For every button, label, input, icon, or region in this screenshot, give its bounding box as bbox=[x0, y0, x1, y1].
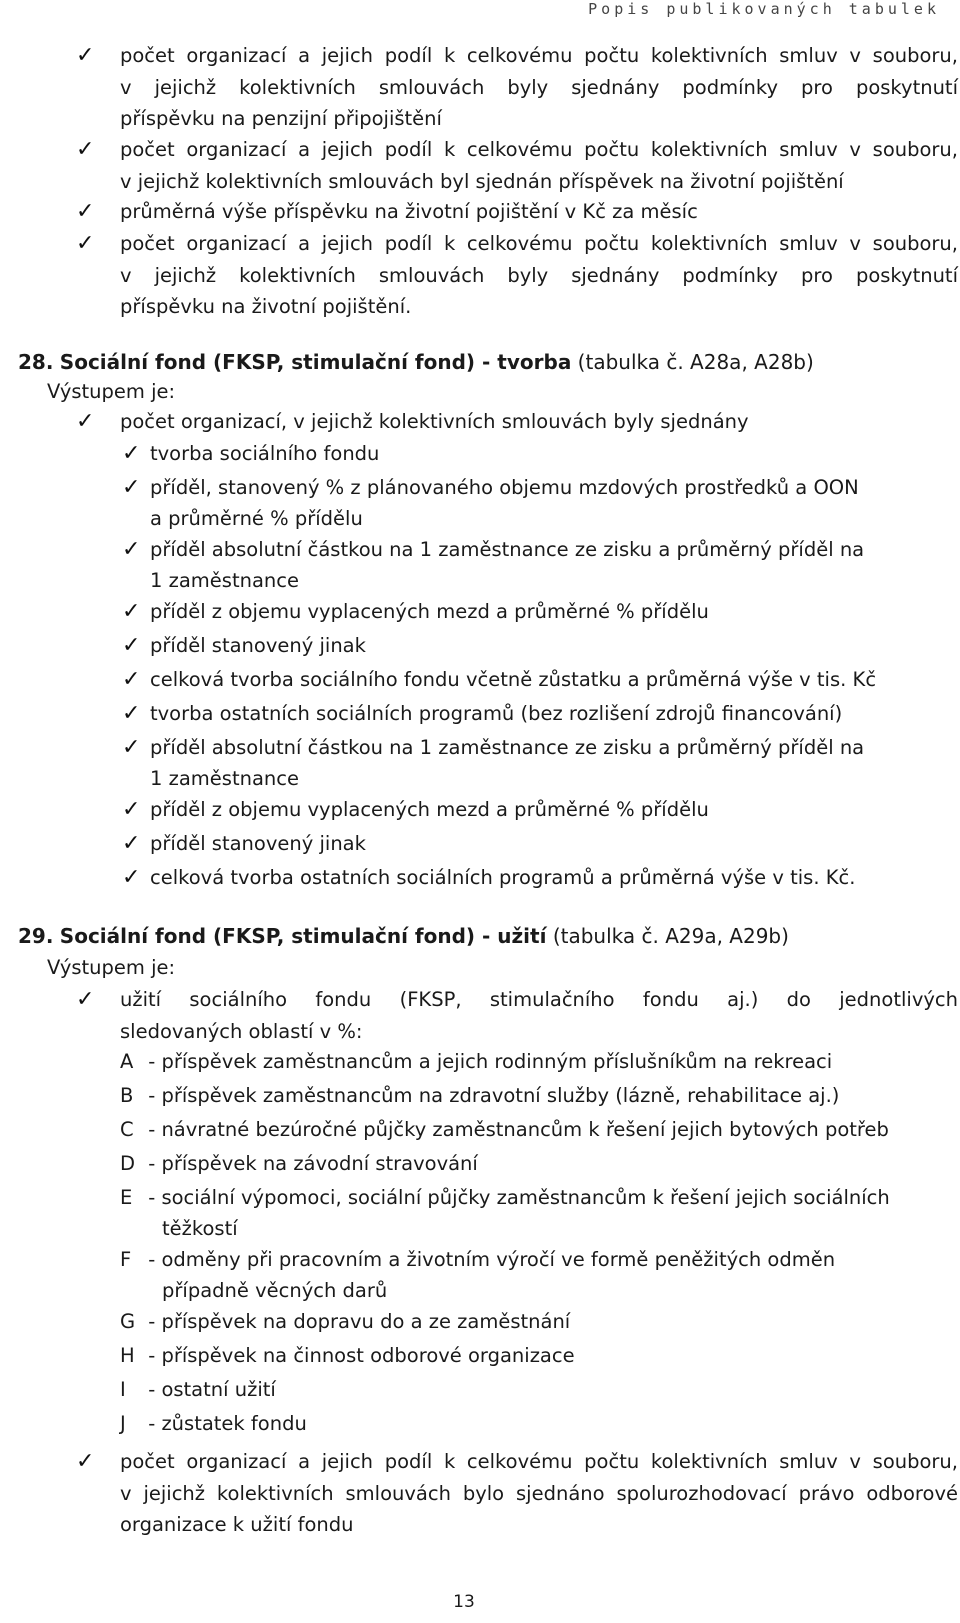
sub-item bbox=[150, 698, 950, 729]
usage-item-h bbox=[120, 1340, 940, 1371]
usage-item-g bbox=[120, 1306, 940, 1337]
sub-item bbox=[150, 828, 950, 859]
text-line: příděl absolutní částkou na 1 zaměstnance ze zisku a průměrný příděl na bbox=[150, 736, 865, 759]
item-text: - návratné bezúročné půjčky zaměstnancům k řešení jejich bytových potřeb bbox=[148, 1118, 889, 1141]
check-icon: ✓ bbox=[76, 231, 95, 256]
text-line: příspěvku na životní pojištění. bbox=[120, 295, 412, 318]
text-line: průměrná výše příspěvku na životní pojištění v Kč za měsíc bbox=[120, 200, 698, 223]
item-letter: I bbox=[120, 1378, 126, 1401]
text-line: sledovaných oblastí v %: bbox=[120, 1019, 363, 1043]
item-text: - příspěvek zaměstnancům na zdravotní služby (lázně, rehabilitace aj.) bbox=[148, 1084, 840, 1107]
sub-item bbox=[150, 794, 950, 825]
usage-item-j bbox=[120, 1408, 940, 1439]
section-28-main-item: počet organizací, v jejichž kolektivních smlouvách byly sjednány bbox=[120, 410, 749, 433]
text-line: užití sociálního fondu (FKSP, stimulačního fondu aj.) do jednotlivých bbox=[120, 988, 958, 1011]
section-28-heading bbox=[18, 346, 814, 378]
item-text: - odměny při pracovním a životním výročí ve formě peněžitých odměn bbox=[148, 1248, 836, 1271]
page-number: 13 bbox=[453, 1592, 475, 1612]
item-text: - příspěvek zaměstnancům a jejich rodinným příslušníkům na rekreaci bbox=[148, 1050, 833, 1073]
item-text: - příspěvek na činnost odborové organizace bbox=[148, 1344, 575, 1367]
section-title: Sociální fond (FKSP, stimulační fond) - užití bbox=[59, 924, 547, 948]
section-number: 28. bbox=[18, 350, 54, 374]
item-letter: F bbox=[120, 1248, 132, 1271]
usage-item-i bbox=[120, 1374, 940, 1405]
usage-item-b bbox=[120, 1080, 940, 1111]
text-line: 1 zaměstnance bbox=[150, 569, 299, 592]
check-icon: ✓ bbox=[122, 441, 141, 466]
item-text-continued: těžkostí bbox=[162, 1217, 238, 1240]
sub-item bbox=[150, 534, 950, 596]
check-icon: ✓ bbox=[122, 537, 141, 562]
sub-item bbox=[150, 664, 950, 695]
section-number: 29. bbox=[18, 924, 54, 948]
usage-item-c bbox=[120, 1114, 940, 1145]
check-icon: ✓ bbox=[76, 987, 95, 1012]
text-line: v jejichž kolektivních smlouvách byly sjednány podmínky pro poskytnutí bbox=[120, 263, 958, 287]
text-line: příděl z objemu vyplacených mezd a průměrné % přídělu bbox=[150, 600, 709, 623]
text-line: příděl absolutní částkou na 1 zaměstnance ze zisku a průměrný příděl na bbox=[150, 538, 865, 561]
section-29-final-item bbox=[120, 1446, 958, 1541]
output-label: Výstupem je: bbox=[47, 380, 176, 403]
item-letter: A bbox=[120, 1050, 134, 1073]
text-line: a průměrné % přídělu bbox=[150, 507, 363, 530]
text-line: počet organizací a jejich podíl k celkovému počtu kolektivních smluv v souboru, bbox=[120, 232, 958, 255]
output-label: Výstupem je: bbox=[47, 956, 176, 979]
check-icon: ✓ bbox=[122, 865, 141, 890]
check-icon: ✓ bbox=[122, 599, 141, 624]
item-letter: B bbox=[120, 1084, 134, 1107]
item-text: - příspěvek na dopravu do a ze zaměstnání bbox=[148, 1310, 571, 1333]
sub-item bbox=[150, 862, 950, 893]
intro-item-4 bbox=[120, 228, 958, 323]
usage-item-d bbox=[120, 1148, 940, 1179]
check-icon: ✓ bbox=[122, 633, 141, 658]
check-icon: ✓ bbox=[76, 1449, 95, 1474]
check-icon: ✓ bbox=[122, 475, 141, 500]
text-line: počet organizací a jejich podíl k celkovému počtu kolektivních smluv v souboru, bbox=[120, 1450, 958, 1473]
text-line: tvorba sociálního fondu bbox=[150, 442, 380, 465]
check-icon: ✓ bbox=[76, 137, 95, 162]
text-line: příděl stanovený jinak bbox=[150, 634, 366, 657]
check-icon: ✓ bbox=[122, 667, 141, 692]
table-reference: (tabulka č. A28a, A28b) bbox=[577, 350, 814, 374]
text-line: příděl stanovený jinak bbox=[150, 832, 366, 855]
sub-item bbox=[150, 596, 950, 627]
check-icon: ✓ bbox=[122, 735, 141, 760]
item-letter: E bbox=[120, 1186, 133, 1209]
item-letter: D bbox=[120, 1152, 136, 1175]
running-header: Popis publikovaných tabulek bbox=[588, 0, 940, 18]
item-text: - sociální výpomoci, sociální půjčky zaměstnancům k řešení jejich sociálních bbox=[148, 1186, 890, 1209]
text-line: počet organizací a jejich podíl k celkovému počtu kolektivních smluv v souboru, bbox=[120, 44, 958, 67]
item-letter: H bbox=[120, 1344, 135, 1367]
item-letter: G bbox=[120, 1310, 136, 1333]
item-text: - příspěvek na závodní stravování bbox=[148, 1152, 478, 1175]
intro-item-3 bbox=[120, 196, 958, 228]
item-text-continued: případně věcných darů bbox=[162, 1279, 388, 1302]
item-text: - ostatní užití bbox=[148, 1378, 276, 1401]
text-line: v jejichž kolektivních smlouvách byl sjednán příspěvek na životní pojištění bbox=[120, 169, 844, 193]
item-letter: C bbox=[120, 1118, 134, 1141]
section-29-heading bbox=[18, 920, 789, 952]
check-icon: ✓ bbox=[76, 43, 95, 68]
check-icon: ✓ bbox=[122, 831, 141, 856]
intro-item-1 bbox=[120, 40, 958, 135]
text-line: v jejichž kolektivních smlouvách bylo sjednáno spolurozhodovací právo odborové bbox=[120, 1481, 958, 1505]
item-text: - zůstatek fondu bbox=[148, 1412, 307, 1435]
check-icon: ✓ bbox=[76, 409, 95, 434]
item-letter: J bbox=[120, 1412, 126, 1435]
sub-item bbox=[150, 630, 950, 661]
text-line: celková tvorba ostatních sociálních programů a průměrná výše v tis. Kč. bbox=[150, 866, 856, 889]
check-icon: ✓ bbox=[76, 199, 95, 224]
table-reference: (tabulka č. A29a, A29b) bbox=[552, 924, 789, 948]
usage-item-e bbox=[120, 1182, 940, 1244]
usage-item-a bbox=[120, 1046, 940, 1077]
sub-item bbox=[150, 438, 950, 469]
text-line: organizace k užití fondu bbox=[120, 1513, 354, 1536]
check-icon: ✓ bbox=[122, 797, 141, 822]
sub-item bbox=[150, 732, 950, 794]
text-line: počet organizací a jejich podíl k celkovému počtu kolektivních smluv v souboru, bbox=[120, 138, 958, 161]
section-title: Sociální fond (FKSP, stimulační fond) - tvorba bbox=[59, 350, 572, 374]
text-line: příděl, stanovený % z plánovaného objemu mzdových prostředků a OON bbox=[150, 476, 859, 499]
text-line: v jejichž kolektivních smlouvách byly sjednány podmínky pro poskytnutí bbox=[120, 75, 958, 99]
section-29-main-item bbox=[120, 984, 958, 1047]
text-line: tvorba ostatních sociálních programů (bez rozlišení zdrojů financování) bbox=[150, 702, 843, 725]
usage-item-f bbox=[120, 1244, 940, 1306]
text-line: příděl z objemu vyplacených mezd a průměrné % přídělu bbox=[150, 798, 709, 821]
text-line: 1 zaměstnance bbox=[150, 767, 299, 790]
text-line: celková tvorba sociálního fondu včetně zůstatku a průměrná výše v tis. Kč bbox=[150, 668, 877, 691]
intro-item-2 bbox=[120, 134, 958, 197]
text-line: příspěvku na penzijní připojištění bbox=[120, 107, 442, 130]
sub-item bbox=[150, 472, 950, 534]
check-icon: ✓ bbox=[122, 701, 141, 726]
